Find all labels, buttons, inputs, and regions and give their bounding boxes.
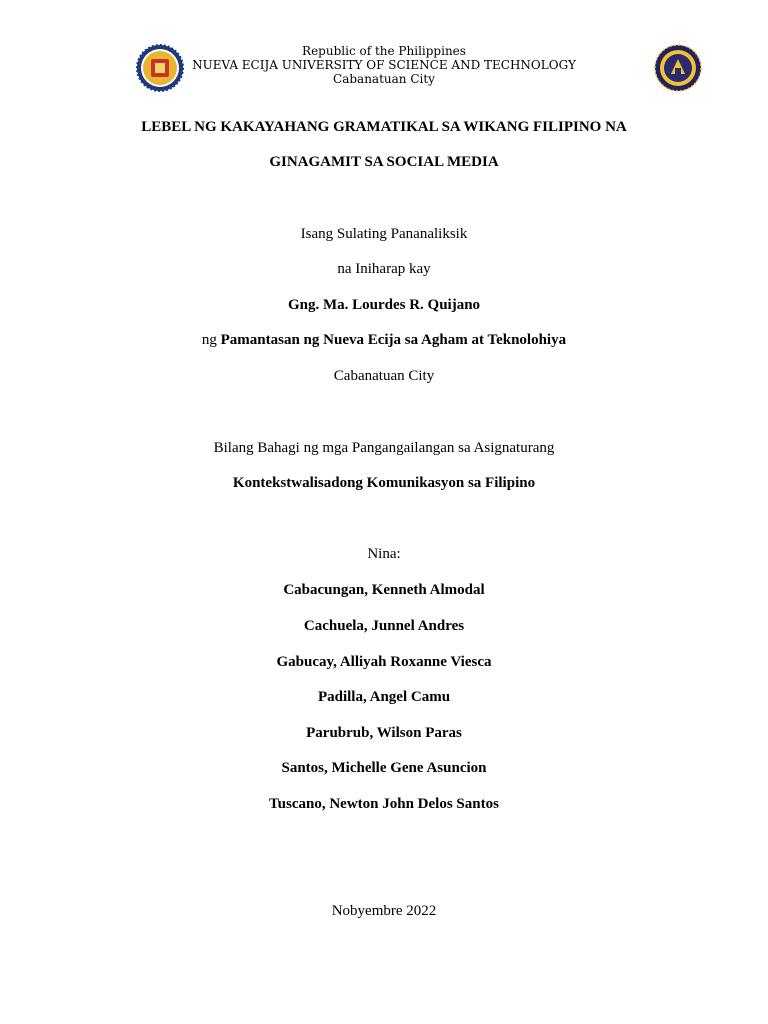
university-name: Pamantasan ng Nueva Ecija sa Agham at Teknolohiya [220, 332, 567, 348]
course-name: Kontekstwalisadong Komunikasyon sa Filipino [232, 475, 536, 491]
authors-label: Nina: [367, 546, 401, 562]
author-name: Padilla, Angel Camu [317, 689, 451, 705]
author-name: Cachuela, Junnel Andres [303, 618, 465, 634]
title-line-2: GINAGAMIT SA SOCIAL MEDIA [269, 154, 499, 170]
instructor-name: Gng. Ma. Lourdes R. Quijano [287, 297, 481, 313]
header-republic: Republic of the Philippines [302, 44, 466, 58]
document-header [0, 44, 768, 86]
header-city: Cabanatuan City [333, 72, 435, 86]
submission-line-1: Isang Sulating Pananaliksik [300, 226, 468, 242]
author-name: Tuscano, Newton John Delos Santos [269, 796, 499, 812]
author-name: Gabucay, Alliyah Roxanne Viesca [276, 654, 492, 670]
requirement-line: Bilang Bahagi ng mga Pangangailangan sa Asignaturang [213, 440, 555, 456]
author-name: Santos, Michelle Gene Asuncion [281, 760, 487, 776]
header-university: NUEVA ECIJA UNIVERSITY OF SCIENCE AND TECHNOLOGY [192, 58, 576, 72]
ng-prefix: ng [201, 332, 217, 348]
author-name: Cabacungan, Kenneth Almodal [283, 582, 485, 598]
submission-line-2: na Iniharap kay [337, 261, 431, 277]
author-name: Parubrub, Wilson Paras [306, 725, 462, 741]
document-date: Nobyembre 2022 [331, 903, 437, 919]
university-line [0, 331, 768, 349]
title-line-1: LEBEL NG KAKAYAHANG GRAMATIKAL SA WIKANG FILIPINO NA [141, 119, 627, 135]
submission-city: Cabanatuan City [333, 368, 435, 384]
